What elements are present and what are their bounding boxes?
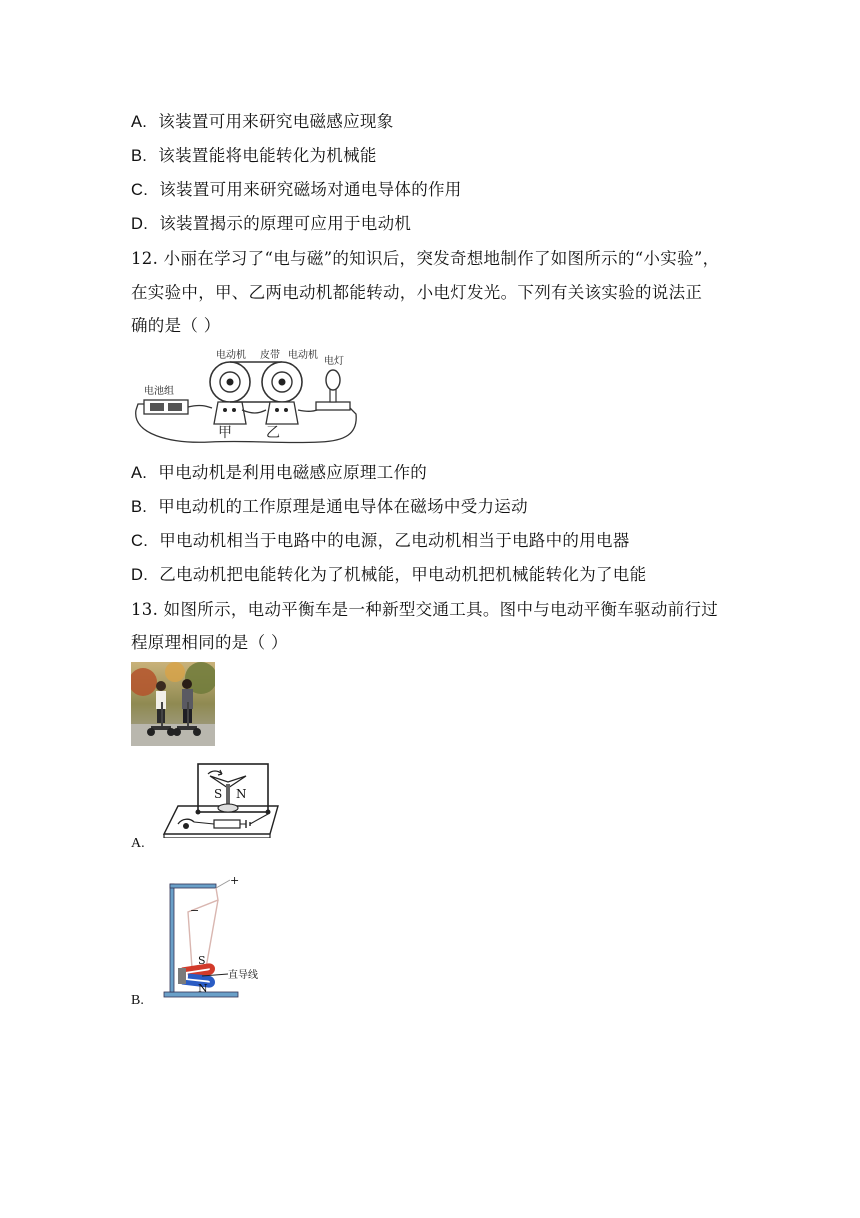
- choice-a-figure: [160, 758, 288, 838]
- prev-option-a: A. 该装置可用来研究电磁感应现象: [131, 112, 394, 131]
- choice-a-label-n: N: [236, 787, 247, 801]
- balance-scooter-svg: [131, 662, 215, 746]
- label-motor-yi: 电动机: [288, 350, 318, 361]
- lamp-base: [316, 402, 350, 410]
- label-battery: 电池组: [144, 386, 174, 397]
- choice-b-label-n: N: [198, 982, 208, 995]
- q12-stem-line-1: 12. 小丽在学习了“电与磁”的知识后，突发奇想地制作了如图所示的“小实验”，: [131, 249, 720, 268]
- q12-option-b: B. 甲电动机的工作原理是通电导体在磁场中受力运动: [131, 497, 528, 516]
- label-motor-jia: 电动机: [216, 350, 246, 361]
- q12-circuit-svg: [130, 344, 362, 446]
- prev-option-d: D. 该装置揭示的原理可应用于电动机: [131, 214, 412, 233]
- label-yi: 乙: [266, 425, 280, 441]
- choice-a-svg: [160, 758, 288, 838]
- q13-stem-line-2: 程原理相同的是（ ）: [131, 633, 288, 652]
- choice-b-label-s: S: [198, 954, 206, 967]
- label-jia: 甲: [218, 425, 232, 441]
- q12-circuit-figure: [130, 344, 362, 446]
- q12-stem-line-3: 确的是（ ）: [131, 316, 221, 335]
- q12-option-d: D. 乙电动机把电能转化为了机械能，甲电动机把机械能转化为了电能: [131, 565, 647, 584]
- choice-b-figure: [158, 872, 270, 998]
- choice-b-label: B.: [131, 993, 144, 1008]
- prev-option-b: B. 该装置能将电能转化为机械能: [131, 146, 377, 165]
- balance-scooter-photo: [131, 662, 215, 746]
- choice-b-minus: −: [190, 904, 200, 917]
- q12-option-a: A. 甲电动机是利用电磁感应原理工作的: [131, 463, 428, 482]
- choice-b-plus: +: [230, 874, 240, 887]
- q12-stem-line-2: 在实验中，甲、乙两电动机都能转动，小电灯发光。下列有关该实验的说法正: [131, 283, 703, 302]
- choice-b-svg: [158, 872, 270, 998]
- lamp-bulb: [326, 370, 340, 390]
- choice-b-wire-label: 直导线: [228, 970, 258, 981]
- label-belt: 皮带: [260, 350, 280, 361]
- label-lamp: 电灯: [324, 356, 344, 367]
- choice-a-label: A.: [131, 836, 145, 851]
- prev-option-c: C. 该装置可用来研究磁场对通电导体的作用: [131, 180, 462, 199]
- choice-a-label-s: S: [214, 787, 223, 801]
- q12-option-c: C. 甲电动机相当于电路中的电源，乙电动机相当于电路中的用电器: [131, 531, 630, 550]
- q13-stem-line-1: 13. 如图所示，电动平衡车是一种新型交通工具。图中与电动平衡车驱动前行过: [131, 600, 719, 619]
